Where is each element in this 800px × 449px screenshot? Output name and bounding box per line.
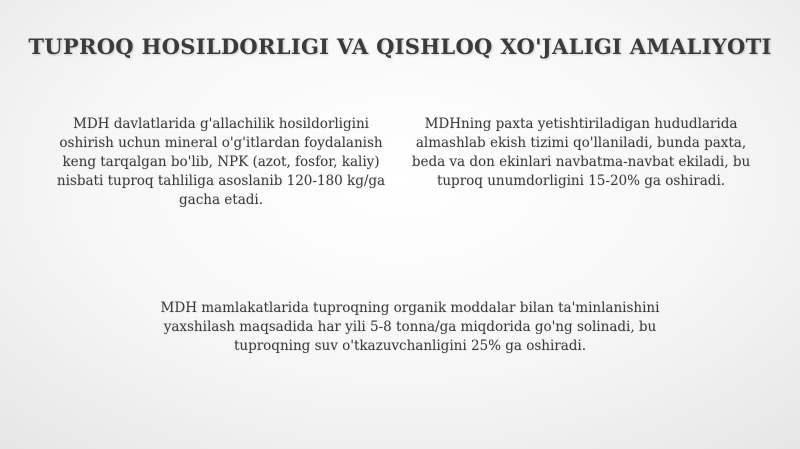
slide-title: TUPROQ HOSILDORLIGI VA QISHLOQ XO'JALIGI AMALIYOTI: [28, 34, 772, 59]
paragraph-cotton-crop-rotation: MDHning paxta yetishtiriladigan hududlarida almashlab ekish tizimi qo'llaniladi, bunda paxta, beda va don ekinlari navbatma-navbat ekiladi, bu tuproq unumdorligini 15-20% ga oshiradi.: [411, 116, 751, 189]
paragraph-grain-fertilizers: MDH davlatlarida g'allachilik hosildorligini oshirish uchun mineral o'g'itlardan foydalanish keng tarqalgan bo'lib, NPK (azot, fosfor, kaliy) nisbati tuproq tahliliga asoslanib 120-180 kg/ga gacha etadi.: [56, 116, 386, 208]
paragraph-organic-manure: MDH mamlakatlarida tuproqning organik moddalar bilan ta'minlanishini yaxshilash maqsadida har yili 5-8 tonna/ga miqdorida go'ng solinadi, bu tuproqning suv o'tkazuvchanligini 25% ga oshiradi.: [160, 300, 660, 354]
